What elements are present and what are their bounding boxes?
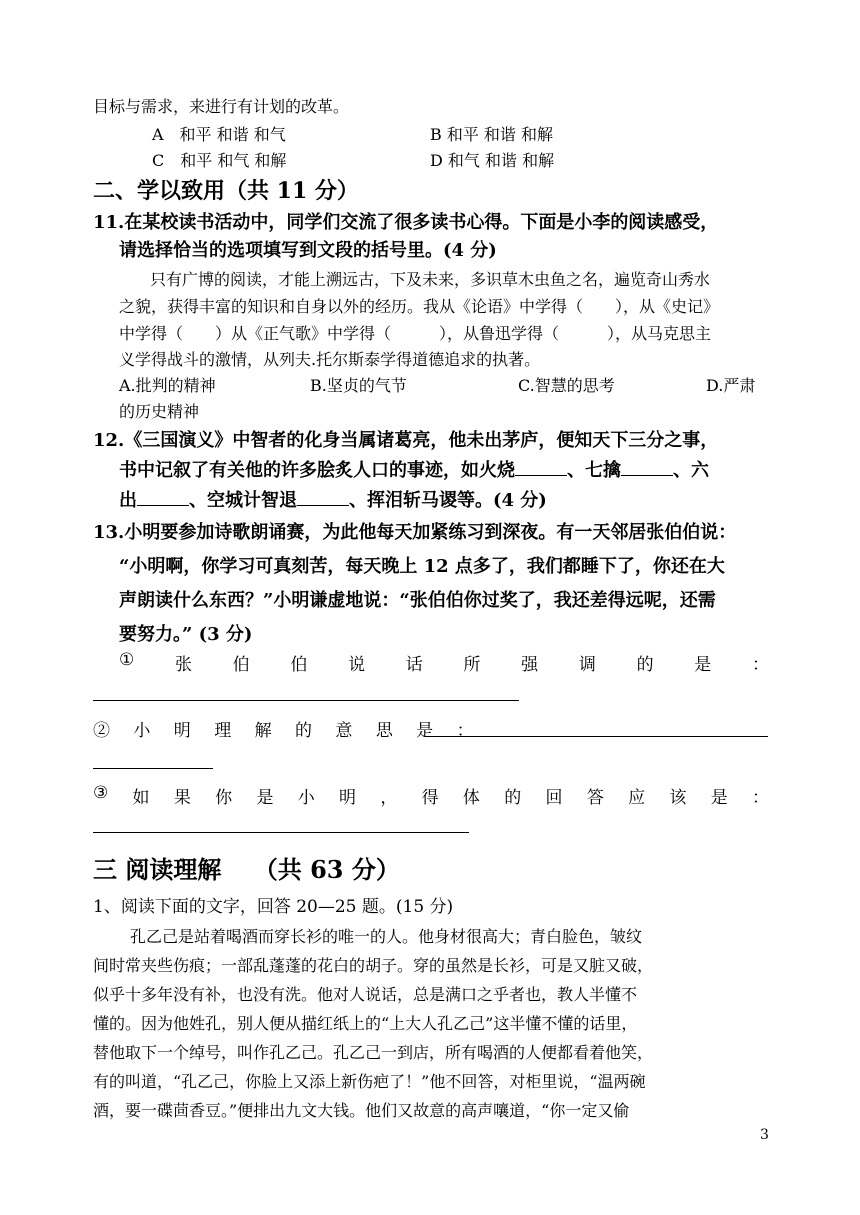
char: 得 bbox=[421, 788, 439, 808]
q11-passage-1: 只有广博的阅读，才能上溯远古，下及未来，多识草木虫鱼之名，遍览奇山秀水 bbox=[150, 270, 711, 289]
char: 的 bbox=[636, 655, 654, 675]
char: 答 bbox=[586, 788, 604, 808]
char: 小 bbox=[297, 788, 315, 808]
q13-line4: 要努力。” (3 分) bbox=[119, 624, 253, 645]
q11-passage-2: 之貌，获得丰富的知识和自身以外的经历。我从《论语》中学得（ ），从《史记》 bbox=[119, 297, 720, 316]
q11-option-b: B.坚贞的气节 bbox=[310, 376, 407, 395]
q13-sub1 bbox=[119, 650, 769, 675]
answer-line-2b[interactable] bbox=[93, 768, 213, 769]
q13-line2: “小明啊，你学习可真刻苦，每天晚上 12 点多了，我们都睡下了，你还在大 bbox=[119, 556, 725, 577]
char: 所 bbox=[463, 655, 481, 675]
q11-option-a: A.批判的精神 bbox=[119, 376, 216, 395]
char: ③ bbox=[93, 783, 109, 803]
char: 伯 bbox=[232, 655, 250, 675]
section-3-title: 三 阅读理解 （共 63 分） bbox=[93, 855, 400, 884]
reading-line: 懂的。因为他姓孔，别人便从描红纸上的“上大人孔乙己”这半懂不懂的话里， bbox=[93, 1014, 638, 1033]
char: 伯 bbox=[290, 655, 308, 675]
char: 是 bbox=[694, 655, 712, 675]
option-b: B 和平 和谐 和解 bbox=[430, 125, 554, 144]
char: 你 bbox=[215, 788, 233, 808]
char: 如 bbox=[132, 788, 150, 808]
char: 果 bbox=[173, 788, 191, 808]
q11-line1: 11.在某校读书活动中，同学们交流了很多读书心得。下面是小李的阅读感受， bbox=[93, 212, 719, 233]
char: 张 bbox=[174, 655, 192, 675]
q12-line3 bbox=[119, 486, 547, 512]
reading-line: 孔乙己是站着喝酒而穿长衫的唯一的人。他身材很高大；青白脸色，皱纹 bbox=[130, 927, 643, 946]
char: 说 bbox=[348, 655, 366, 675]
reading-line: 间时常夹些伤痕；一部乱蓬蓬的花白的胡子。穿的虽然是长衫，可是又脏又破， bbox=[93, 956, 654, 975]
answer-blank[interactable] bbox=[621, 457, 673, 476]
char: ， bbox=[380, 788, 398, 808]
q11-option-d: D.严肃 bbox=[706, 376, 756, 395]
char: 是 bbox=[710, 788, 728, 808]
answer-blank[interactable] bbox=[297, 487, 349, 506]
q13-line3: 声朗读什么东西？”小明谦虚地说：“张伯伯你过奖了，我还差得远呢，还需 bbox=[119, 590, 716, 611]
answer-line-3[interactable] bbox=[93, 832, 469, 833]
page-number: 3 bbox=[760, 1127, 769, 1143]
q12-line2 bbox=[119, 456, 709, 482]
char: 强 bbox=[521, 655, 539, 675]
q11-option-d-cont: 的历史精神 bbox=[119, 402, 200, 421]
q13-sub3 bbox=[93, 783, 769, 808]
q11-line2: 请选择恰当的选项填写到文段的括号里。(4 分) bbox=[119, 240, 497, 261]
q11-passage-4: 义学得战斗的激情，从列夫.托尔斯泰学得道德追求的执著。 bbox=[119, 350, 541, 369]
q11-passage-3: 中学得（ ）从《正气歌》中学得（ ），从鲁迅学得（ ），从马克思主 bbox=[119, 324, 712, 343]
q12-line1: 12.《三国演义》中智者的化身当属诸葛亮，他未出茅庐，便知天下三分之事， bbox=[93, 430, 719, 451]
reading-line: 似乎十多年没有补，也没有洗。他对人说话，总是满口之乎者也，教人半懂不 bbox=[93, 985, 638, 1004]
answer-line-2[interactable] bbox=[425, 736, 768, 737]
char: 该 bbox=[669, 788, 687, 808]
q12-text-a: 书中记叙了有关他的许多脍炙人口的事迹，如火烧 bbox=[119, 460, 515, 481]
option-c: C 和平 和气 和解 bbox=[152, 151, 287, 170]
char: 的 bbox=[504, 788, 522, 808]
option-d: D 和气 和谐 和解 bbox=[430, 151, 555, 170]
q12-text-f: 、挥泪斩马谡等。(4 分) bbox=[349, 490, 547, 511]
char: ① bbox=[119, 650, 135, 670]
q12-text-b: 、七擒 bbox=[567, 460, 621, 481]
reading-line: 替他取下一个绰号，叫作孔乙己。孔乙己一到店，所有喝酒的人便都看着他笑， bbox=[93, 1043, 654, 1062]
char: 是 bbox=[256, 788, 274, 808]
char: 明 bbox=[339, 788, 357, 808]
char: 回 bbox=[545, 788, 563, 808]
char: 体 bbox=[462, 788, 480, 808]
char: 调 bbox=[578, 655, 596, 675]
reading-intro: 1、阅读下面的文字，回答 20—25 题。(15 分) bbox=[93, 897, 454, 917]
reading-line: 有的叫道，“孔乙己，你脸上又添上新伤疤了！”他不回答，对柜里说，“温两碗 bbox=[93, 1072, 646, 1091]
answer-blank[interactable] bbox=[137, 487, 189, 506]
section-2-title: 二、学以致用（共 11 分） bbox=[93, 178, 359, 204]
reading-line: 酒，要一碟茴香豆。”便排出九文大钱。他们又故意的高声嚷道，“你一定又偷 bbox=[93, 1101, 630, 1120]
answer-blank[interactable] bbox=[515, 457, 567, 476]
q12-text-e: 、空城计智退 bbox=[189, 490, 297, 511]
char: ： bbox=[752, 788, 769, 808]
q11-option-c: C.智慧的思考 bbox=[518, 376, 615, 395]
q12-text-c: 、六 bbox=[673, 460, 709, 481]
answer-line-1[interactable] bbox=[93, 700, 519, 701]
q13-line1: 13.小明要参加诗歌朗诵赛，为此他每天加紧练习到深夜。有一天邻居张伯伯说： bbox=[93, 522, 737, 543]
char: 应 bbox=[628, 788, 646, 808]
char: 话 bbox=[405, 655, 423, 675]
intro-line: 目标与需求，来进行有计划的改革。 bbox=[93, 97, 350, 116]
q13-sub2: ② 小 明 理 解 的 意 思 是 ： bbox=[93, 721, 483, 741]
option-a: A 和平 和谐 和气 bbox=[152, 125, 286, 144]
char: ： bbox=[751, 655, 769, 675]
q12-text-d: 出 bbox=[119, 490, 137, 511]
